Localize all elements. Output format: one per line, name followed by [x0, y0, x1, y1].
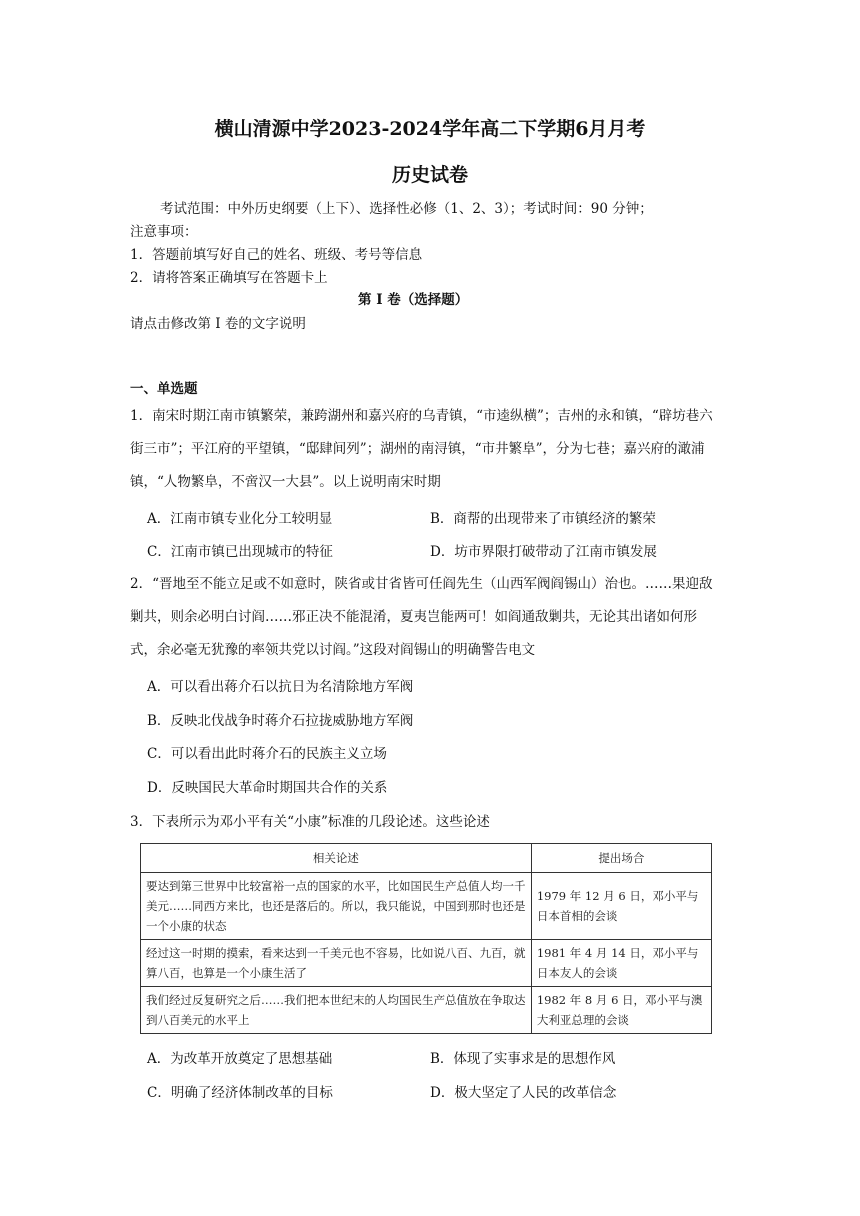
question-1-option-d[interactable]: D．坊市界限打破带动了江南市镇发展 — [430, 544, 657, 560]
notice-item-1: 1．答题前填写好自己的姓名、班级、考号等信息 — [130, 247, 423, 263]
question-2-option-b[interactable]: B．反映北伐战争时蒋介石拉拢威胁地方军阀 — [147, 713, 414, 729]
question-2-option-a[interactable]: A．可以看出蒋介石以抗日为名清除地方军阀 — [147, 679, 414, 695]
table-header-statement: 相关论述 — [141, 844, 532, 873]
question-1-text: 1．南宋时期江南市镇繁荣，兼跨湖州和嘉兴府的乌青镇，“市逵纵横”；吉州的永和镇，“辟坊巷六街三市”；平江府的平望镇，“邸肆间列”；湖州的南浔镇，“市井繁阜”，分为七巷；嘉兴府的澉浦镇，“人物繁阜，不啻汉一大县”。以上说明南宋时期 — [130, 408, 713, 490]
table-cell-occasion: 1981 年 4 月 14 日，邓小平与日本友人的会谈 — [531, 940, 711, 987]
table-header-occasion: 提出场合 — [531, 844, 711, 873]
table-cell-statement: 要达到第三世界中比较富裕一点的国家的水平，比如国民生产总值人均一千美元……同西方来比，也还是落后的。所以，我只能说，中国到那时也还是一个小康的状态 — [141, 873, 532, 940]
table-header-row — [141, 844, 712, 873]
question-2-stem — [130, 568, 720, 667]
part1-instruction: 请点击修改第 I 卷的文字说明 — [130, 316, 306, 332]
question-3-option-d[interactable]: D．极大坚定了人民的改革信念 — [430, 1085, 617, 1101]
table-cell-statement: 经过这一时期的摸索，看来达到一千美元也不容易，比如说八百、九百，就算八百，也算是一个小康生活了 — [141, 940, 532, 987]
question-3-table — [140, 843, 712, 1034]
question-2-option-c[interactable]: C．可以看出此时蒋介石的民族主义立场 — [147, 746, 387, 762]
table-row — [141, 987, 712, 1034]
exam-scope-line: 考试范围：中外历史纲要（上下）、选择性必修（1、2、3）；考试时间：90 分钟； — [160, 201, 653, 217]
exam-subtitle: 历史试卷 — [391, 164, 468, 186]
question-3-option-b[interactable]: B．体现了实事求是的思想作风 — [430, 1051, 616, 1067]
exam-title: 横山清源中学2023-2024学年高二下学期6月月考 — [214, 118, 646, 140]
question-3-option-a[interactable]: A．为改革开放奠定了思想基础 — [147, 1051, 333, 1067]
table-cell-statement: 我们经过反复研究之后……我们把本世纪末的人均国民生产总值放在争取达到八百美元的水平上 — [141, 987, 532, 1034]
question-1-stem — [130, 400, 720, 499]
notice-item-2: 2．请将答案正确填写在答题卡上 — [130, 270, 328, 286]
table-cell-occasion: 1982 年 8 月 6 日，邓小平与澳大利亚总理的会谈 — [531, 987, 711, 1034]
question-3-stem: 3．下表所示为邓小平有关“小康”标准的几段论述。这些论述 — [130, 814, 490, 830]
question-1-option-c[interactable]: C．江南市镇已出现城市的特征 — [147, 544, 333, 560]
table-row — [141, 940, 712, 987]
table-cell-occasion: 1979 年 12 月 6 日，邓小平与日本首相的会谈 — [531, 873, 711, 940]
table-row — [141, 873, 712, 940]
notice-heading: 注意事项： — [130, 224, 198, 240]
part1-heading: 第 I 卷（选择题） — [358, 292, 469, 308]
question-3-option-c[interactable]: C．明确了经济体制改革的目标 — [147, 1085, 333, 1101]
question-2-text: 2．“晋地至不能立足或不如意时，陕省或甘省皆可任阎先生（山西军阀阎锡山）治也。……果迎敌剿共，则余必明白讨阎……邪正决不能混淆，夏夷岂能两可！如阎通敌剿共，无论其出诸如何形式，余必毫无犹豫的率领共党以讨阎。”这段对阎锡山的明确警告电文 — [130, 576, 713, 658]
section-heading-single-choice: 一、单选题 — [130, 381, 198, 397]
question-1-option-b[interactable]: B．商帮的出现带来了市镇经济的繁荣 — [430, 511, 656, 527]
question-2-option-d[interactable]: D．反映国民大革命时期国共合作的关系 — [147, 780, 388, 796]
question-1-option-a[interactable]: A．江南市镇专业化分工较明显 — [147, 511, 333, 527]
